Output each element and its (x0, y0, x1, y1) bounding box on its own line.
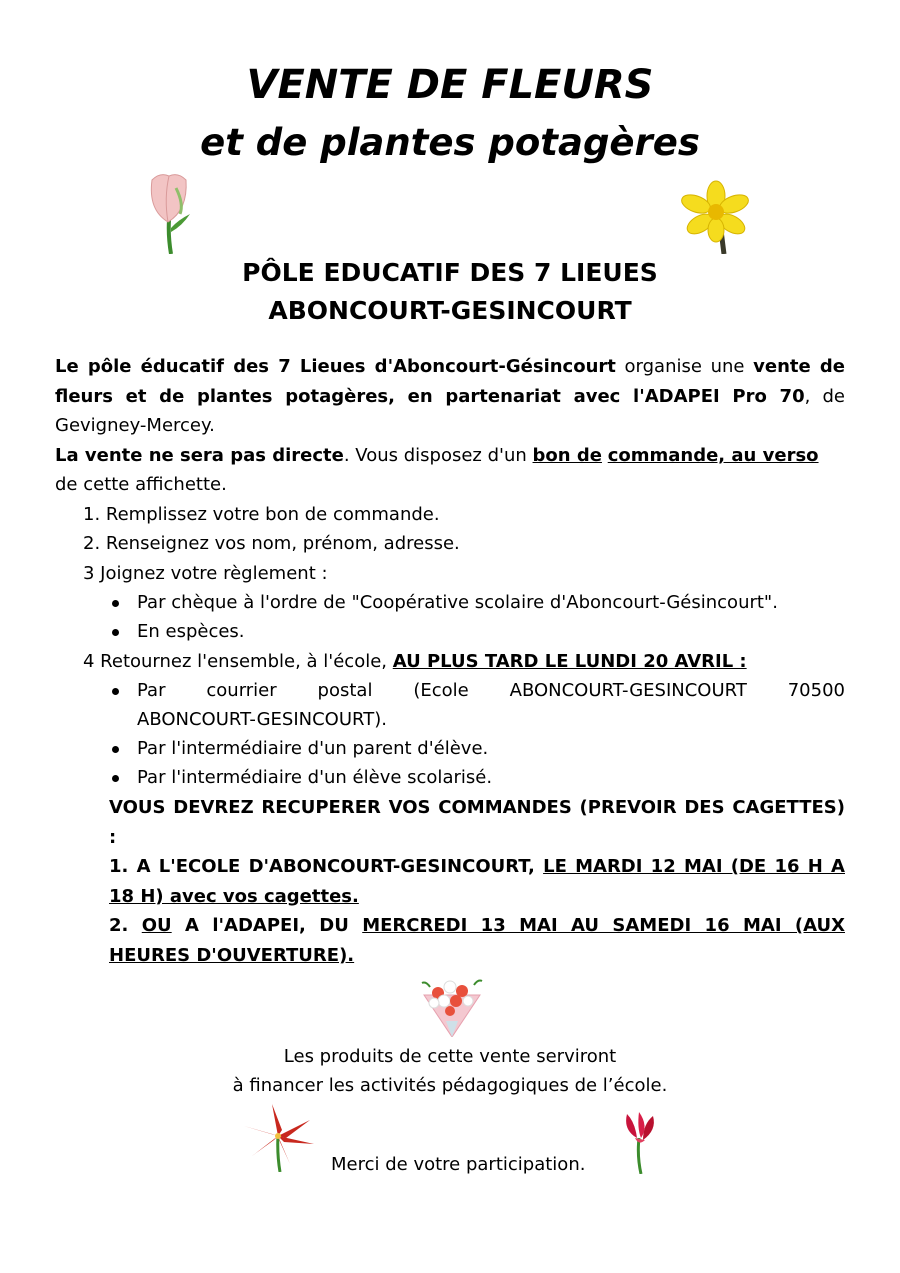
return-student: Par l'intermédiaire d'un élève scolarisé. (137, 767, 493, 788)
step-4-deadline: AU PLUS TARD LE LUNDI 20 AVRIL : (392, 651, 747, 672)
pickup-option-1-prefix: 1. A L'ECOLE D'ABONCOURT-GESINCOURT, (109, 856, 544, 877)
notice-order-form-2: commande, au verso (607, 445, 819, 466)
notice-poster: de cette affichette. (55, 474, 227, 495)
yellow-flower-icon (672, 180, 760, 254)
thanks-text: Merci de votre participation. (331, 1154, 586, 1175)
intro-paragraph (55, 352, 845, 441)
cyclamen-icon (617, 1108, 669, 1174)
notice-paragraph (55, 441, 845, 471)
bullet-icon (112, 775, 119, 782)
page-subtitle: et de plantes potagères (200, 121, 700, 164)
pickup-option-1-date: LE MARDI 12 MAI (DE 16 H A 18 H) avec vos cagettes. (109, 856, 845, 907)
step-3: 3 Joignez votre règlement : (83, 563, 328, 584)
notice-order-form-1: bon de (532, 445, 602, 466)
step-4-prefix: 4 Retournez l'ensemble, à l'école, (83, 651, 393, 672)
bullet-icon (112, 600, 119, 607)
pickup-option-2-num: 2. (109, 915, 142, 936)
page-title: VENTE DE FLEURS (246, 62, 654, 108)
footer-line-2: à financer les activités pédagogiques de l’école. (232, 1075, 668, 1096)
bullet-icon (112, 746, 119, 753)
return-parent: Par l'intermédiaire d'un parent d'élève. (137, 738, 489, 759)
pickup-option-2-ou: OU (141, 915, 172, 936)
notice-you-have: . Vous disposez d'un (343, 445, 533, 466)
return-postal-line2: ABONCOURT-GESINCOURT). (137, 709, 387, 730)
footer-line-1: Les produits de cette vente serviront (283, 1046, 617, 1067)
payment-cheque: Par chèque à l'ordre de "Coopérative scolaire d'Aboncourt-Gésincourt". (137, 592, 778, 613)
intro-organise: organise une (615, 356, 754, 377)
intro-sale: vente de fleurs et de plantes potagères, en partenariat avec l'ADAPEI Pro 70 (55, 356, 845, 407)
school-location: ABONCOURT-GESINCOURT (268, 296, 632, 325)
bullet-icon (112, 629, 119, 636)
notice-not-direct: La vente ne sera pas directe (55, 445, 344, 466)
pickup-option-1 (109, 852, 845, 911)
pickup-option-2-dates: MERCREDI 13 MAI AU SAMEDI 16 MAI (AUX HEURES D'OUVERTURE). (109, 915, 845, 966)
return-postal-line1: Par courrier postal (Ecole ABONCOURT-GESINCOURT 70500 (137, 680, 845, 701)
pickup-option-2-mid: A l'ADAPEI, DU (171, 915, 363, 936)
step-2: 2. Renseignez vos nom, prénom, adresse. (83, 533, 460, 554)
bouquet-icon (418, 975, 486, 1037)
step-1: 1. Remplissez votre bon de commande. (83, 504, 440, 525)
payment-cash: En espèces. (137, 621, 245, 642)
school-name: PÔLE EDUCATIF DES 7 LIEUES (242, 258, 658, 287)
step-4 (83, 647, 747, 677)
intro-school-name: Le pôle éducatif des 7 Lieues d'Aboncourt-Gésincourt (55, 356, 616, 377)
red-lily-icon (232, 1100, 326, 1172)
pickup-option-2 (109, 911, 845, 970)
tulip-icon (138, 170, 200, 254)
bullet-icon (112, 688, 119, 695)
intro-location: , de Gevigney-Mercey. (55, 385, 845, 436)
pickup-intro: VOUS DEVREZ RECUPERER VOS COMMANDES (PREVOIR DES CAGETTES) : (109, 797, 845, 848)
